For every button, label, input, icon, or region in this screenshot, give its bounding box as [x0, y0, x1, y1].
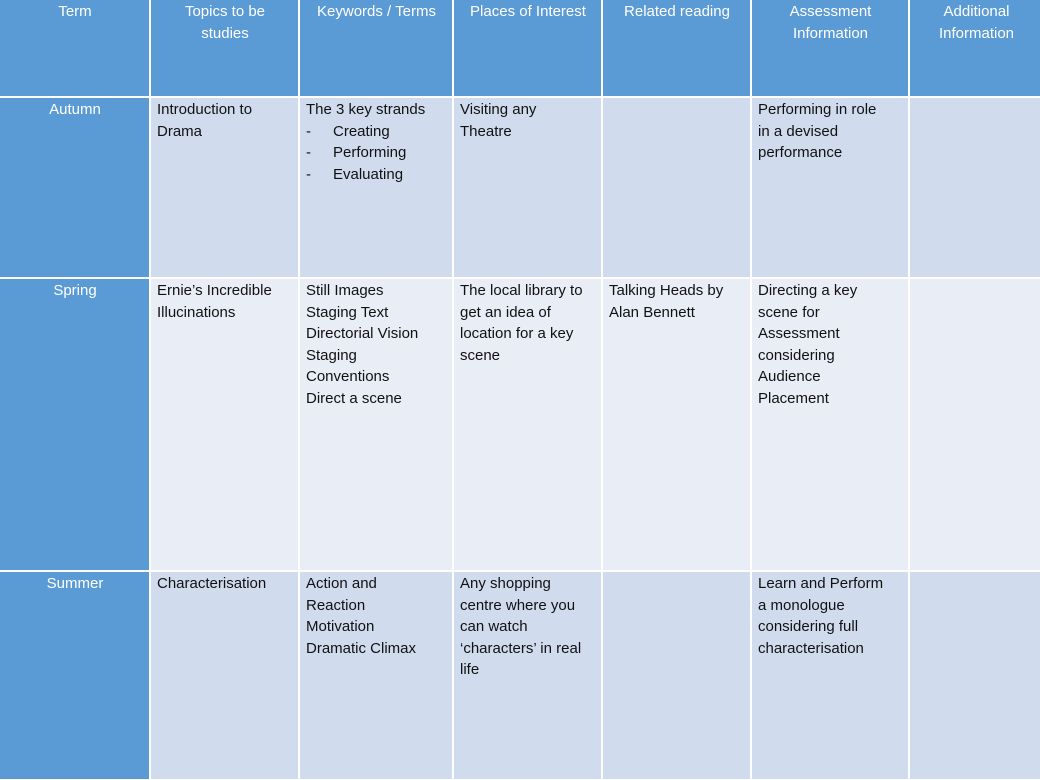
term-label: Spring [53, 282, 97, 299]
keyword-text: Creating [333, 122, 390, 140]
keyword-line: Direct a scene [306, 389, 402, 407]
keyword-line: Still Images [306, 282, 384, 299]
place-line: location for a key [460, 325, 574, 343]
place-line: The local library to [460, 282, 583, 299]
assessment-cell [752, 98, 908, 277]
assessment-line: considering full [758, 618, 859, 636]
reading-line: Talking Heads by [609, 282, 724, 299]
topic-line: Introduction to [157, 101, 253, 118]
header-line: Keywords / Terms [317, 3, 436, 20]
places-cell [454, 279, 601, 570]
header-line: Information [938, 24, 1015, 42]
reading-cell [603, 98, 750, 277]
assessment-cell [752, 279, 908, 570]
header-places [454, 0, 601, 96]
term-label: Autumn [49, 101, 101, 118]
header-line: Related reading [624, 3, 730, 20]
keyword-bullet [306, 142, 447, 164]
assessment-cell [752, 572, 908, 779]
keyword-line: Staging Text [306, 303, 389, 321]
keyword-line: The 3 key strands [306, 101, 426, 118]
keyword-line: Directorial Vision [306, 325, 419, 343]
reading-cell [603, 572, 750, 779]
additional-cell [910, 98, 1040, 277]
term-cell-spring [0, 279, 149, 570]
assessment-line: in a devised [758, 122, 839, 140]
places-cell [454, 98, 601, 277]
additional-cell [910, 279, 1040, 570]
header-line: Term [58, 3, 92, 20]
header-line: studies [201, 24, 249, 42]
header-term [0, 0, 149, 96]
topic-line: Drama [157, 122, 203, 140]
assessment-line: a monologue [758, 596, 845, 614]
header-topics [151, 0, 298, 96]
assessment-line: Audience [758, 368, 821, 386]
assessment-line: performance [758, 144, 843, 162]
dash-bullet: - [306, 122, 311, 140]
reading-line: Alan Bennett [609, 303, 695, 321]
header-additional [910, 0, 1040, 96]
header-reading [603, 0, 750, 96]
place-line: centre where you [460, 596, 576, 614]
header-assessment [752, 0, 908, 96]
keywords-cell [300, 98, 452, 277]
assessment-line: considering [758, 346, 835, 364]
term-label: Summer [46, 575, 104, 592]
place-line: Theatre [460, 122, 512, 140]
place-line: life [460, 661, 480, 679]
header-line: Additional [943, 3, 1010, 20]
keywords-cell [300, 572, 452, 779]
header-line: Places of Interest [470, 3, 586, 20]
dash-bullet: - [306, 165, 311, 183]
place-line: get an idea of [460, 303, 551, 321]
additional-cell [910, 572, 1040, 779]
reading-cell [603, 279, 750, 570]
assessment-line: Directing a key [758, 282, 858, 299]
keyword-line: Staging [306, 346, 357, 364]
keyword-line: Dramatic Climax [306, 639, 417, 657]
topic-line: Illucinations [157, 303, 236, 321]
place-line: can watch [460, 618, 528, 636]
topics-cell [151, 279, 298, 570]
keyword-bullet [306, 164, 447, 186]
topic-line: Ernie’s Incredible [157, 282, 272, 299]
keyword-line: Reaction [306, 596, 366, 614]
place-line: Visiting any [460, 101, 537, 118]
header-line: Assessment [789, 3, 872, 20]
keywords-cell [300, 279, 452, 570]
header-line: Topics to be [184, 3, 266, 20]
keyword-line: Action and [306, 575, 377, 592]
place-line: scene [460, 346, 501, 364]
topics-cell [151, 572, 298, 779]
term-cell-summer [0, 572, 149, 779]
header-line: Information [792, 24, 869, 42]
assessment-line: Assessment [758, 325, 840, 343]
topics-cell [151, 98, 298, 277]
keyword-bullet [306, 121, 447, 143]
term-cell-autumn [0, 98, 149, 277]
dash-bullet: - [306, 144, 311, 162]
place-line: ‘characters’ in real [460, 639, 582, 657]
assessment-line: characterisation [758, 639, 864, 657]
keyword-line: Motivation [306, 618, 375, 636]
assessment-line: Performing in role [758, 101, 877, 118]
keyword-line: Conventions [306, 368, 390, 386]
assessment-line: scene for [758, 303, 820, 321]
keyword-text: Evaluating [333, 165, 404, 183]
header-keywords [300, 0, 452, 96]
places-cell [454, 572, 601, 779]
place-line: Any shopping [460, 575, 551, 592]
topic-line: Characterisation [157, 575, 267, 592]
assessment-line: Learn and Perform [758, 575, 884, 592]
assessment-line: Placement [758, 389, 829, 407]
keyword-text: Performing [333, 144, 407, 162]
